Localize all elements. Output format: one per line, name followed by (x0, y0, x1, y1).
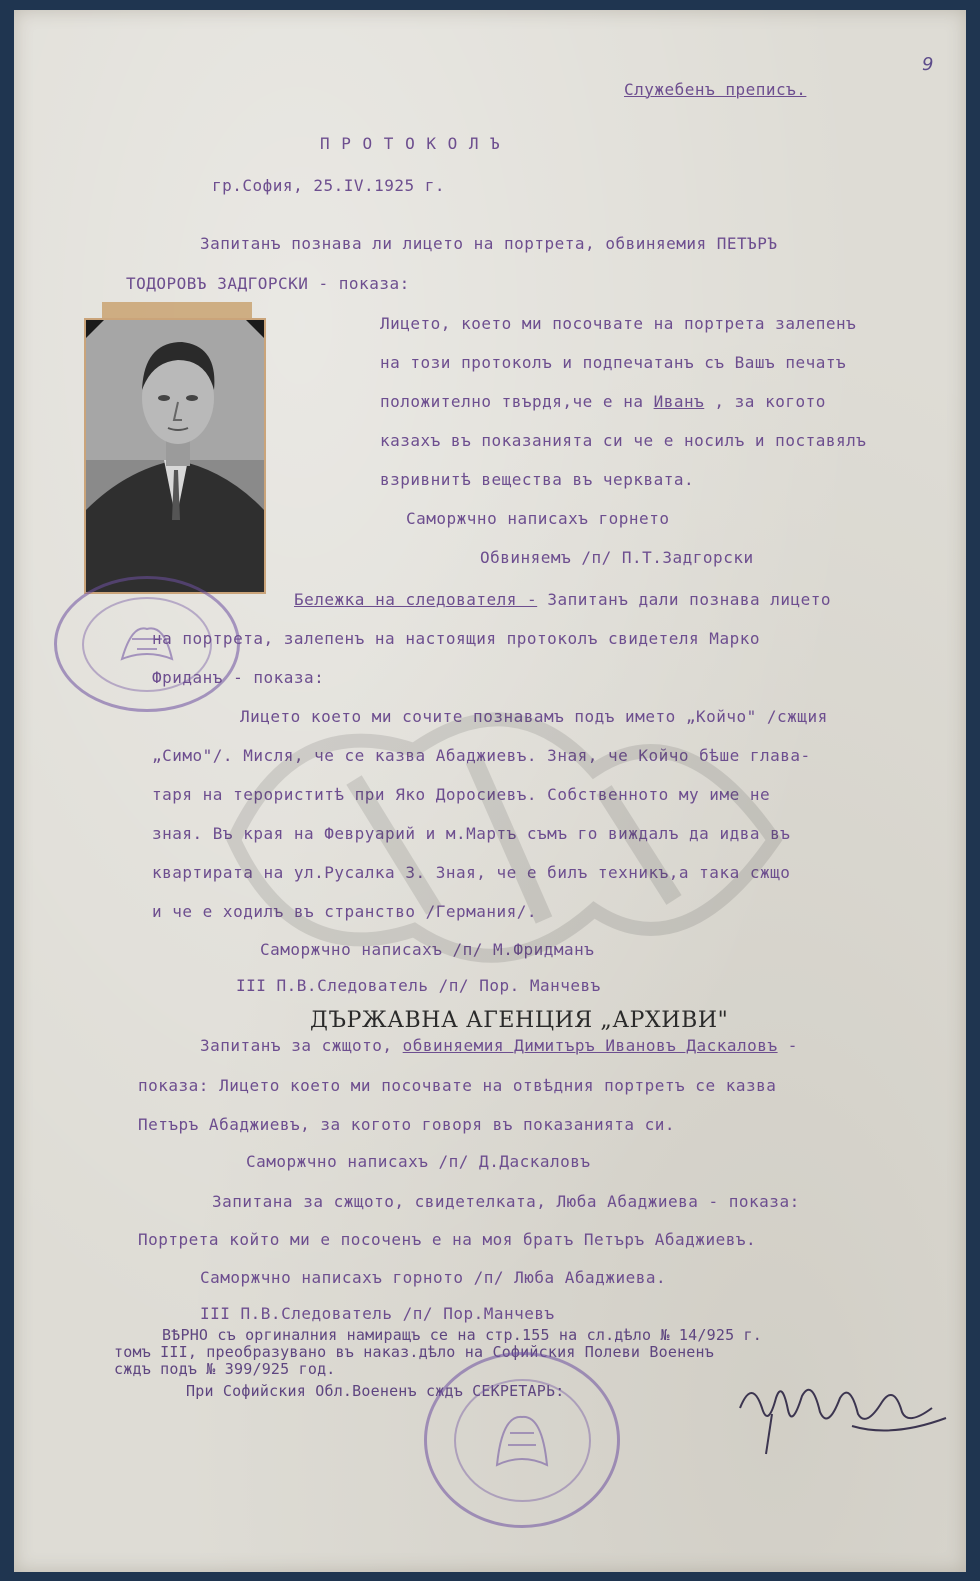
document-title: П Р О Т О К О Л Ъ (320, 134, 501, 153)
archive-watermark: ДЪРЖАВНА АГЕНЦИЯ „АРХИВИ" (310, 1008, 729, 1033)
testimony-line: „Симо"/. Мисля, че се казва Абаджиевъ. Зная, че Койчо бѣше главa- (152, 746, 811, 765)
testimony-line: и че е ходилъ въ странство /Германия/. (152, 902, 538, 921)
accused-name: обвиняемия Димитъръ Ивановъ Даскаловъ (402, 1036, 778, 1055)
note-line (294, 590, 831, 610)
certification-line: При Софийския Обл.Воененъ сждъ СЕКРЕТАРЬ: (186, 1382, 565, 1400)
testimony-line: таря на терориститѣ при Яко Доросиевъ. Собственното му име не (152, 785, 771, 804)
answer-line: казахъ въ показанията си че е носилъ и поставялъ (380, 431, 867, 450)
portrait-photo-drawing (86, 320, 264, 592)
name-ivan: Иванъ (653, 392, 705, 411)
answer-line: на този протоколъ и подпечатанъ съ Вашъ печатъ (380, 353, 847, 372)
question-line (200, 1036, 798, 1056)
certification-line: ВѢРНО съ оргиналния намиращъ се на стр.155 на сл.дѣло № 14/925 г. (162, 1326, 762, 1344)
answer-line: взривнитѣ вещества въ черквата. (380, 470, 695, 489)
answer-line (380, 392, 826, 412)
document-page (14, 10, 966, 1572)
investigator-signature: III П.В.Следователь /п/ Пор. Манчевъ (236, 976, 601, 995)
note-line: Фриданъ - показа: (152, 668, 325, 687)
testimony-line: зная. Въ края на Февруарий и м.Мартъ съмъ го виждалъ да идва въ (152, 824, 791, 843)
testimony-line: Лицето което ми сочите познавамъ подъ името „Койчо" /сжщия (240, 707, 828, 726)
portrait-photo (86, 320, 264, 592)
copy-label: Служебенъ преписъ. (624, 80, 807, 99)
intro-line: ТОДОРОВЪ ЗАДГОРСКИ - показа: (126, 274, 410, 293)
answer-text: , за когото (704, 392, 826, 411)
question-text: - (777, 1036, 798, 1055)
crest-icon (482, 1405, 562, 1475)
official-stamp (424, 1352, 620, 1528)
note-line: на портрета, залепенъ на настоящия протоколъ свидетеля Марко (152, 629, 760, 648)
testimony-line: показа: Лицето което ми посочвате на отвѣдния портретъ се казва (138, 1076, 777, 1095)
question-line: Запитана за сжщото, свидетелката, Люба Абаджиева - показа: (212, 1192, 800, 1211)
handwritten-note: Саморжчно написахъ горнето (406, 509, 670, 528)
intro-line: Запитанъ познава ли лицето на портрета, обвиняемия ПЕТЪРЪ (200, 234, 778, 253)
answer-line: Лицето, което ми посочвате на портрета залепенъ (380, 314, 857, 333)
certification-line: сждъ подъ № 399/925 год. (114, 1360, 336, 1378)
investigator-note-label: Бележка на следователя - (294, 590, 538, 609)
place-date: гр.София, 25.IV.1925 г. (212, 176, 446, 195)
testimony-line: квартирата на ул.Русалка 3. Зная, че е билъ техникъ,а така сжщо (152, 863, 791, 882)
testimony-line: Портрета който ми е посоченъ е на моя братъ Петъръ Абаджиевъ. (138, 1230, 757, 1249)
handwritten-note: Саморжчно написахъ /п/ Д.Даскаловъ (246, 1152, 591, 1171)
certification-line: томъ III, преобразувано въ наказ.дѣло на Софийския Полеви Воененъ (114, 1343, 714, 1361)
handwritten-note: Саморжчно написахъ /п/ М.Фридманъ (260, 940, 595, 959)
investigator-signature: III П.В.Следователь /п/ Пор.Манчевъ (200, 1304, 555, 1323)
secretary-signature (732, 1368, 952, 1458)
archive-emblem-watermark (214, 690, 794, 990)
question-text: Запитанъ за сжщото, (200, 1036, 403, 1055)
page-number: 9 (922, 54, 934, 75)
answer-text: положително твърдя,че е на (380, 392, 654, 411)
handwritten-note: Саморжчно написахъ горното /п/ Люба Абаджиева. (200, 1268, 667, 1287)
note-text: Запитанъ дали познава лицето (537, 590, 832, 609)
testimony-line: Петъръ Абаджиевъ, за когото говоря въ показанията си. (138, 1115, 676, 1134)
accused-signature: Обвиняемъ /п/ П.Т.Задгорски (480, 548, 754, 567)
